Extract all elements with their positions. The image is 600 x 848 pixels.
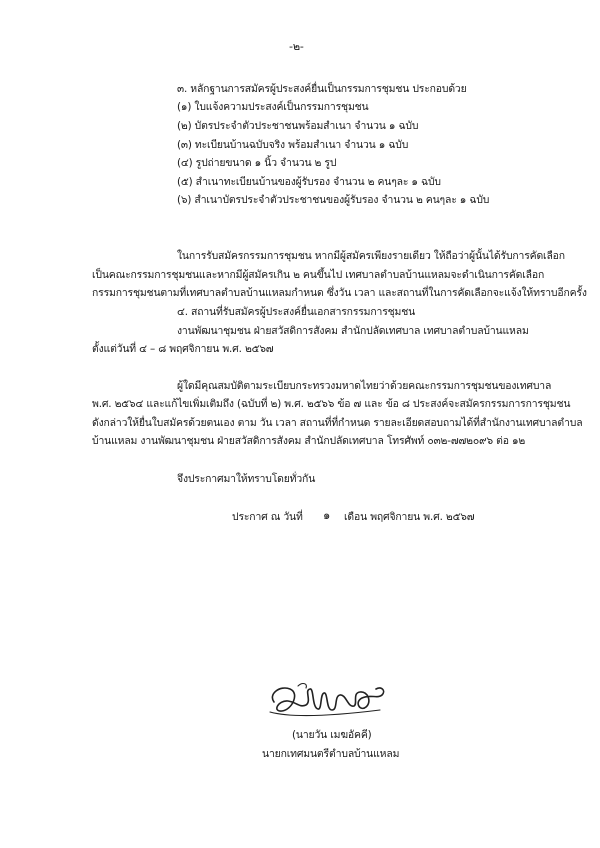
signature xyxy=(262,680,402,720)
section-3-item: (๖) สำเนาบัตรประจำตัวประชาชนของผู้รับรอง จำนวน ๒ คนๆละ ๑ ฉบับ xyxy=(177,194,490,206)
section-4-line: ตั้งแต่วันที่ ๔ – ๘ พฤศจิกายน พ.ศ. ๒๕๖๗ xyxy=(92,343,274,355)
paragraph-line: พ.ศ. ๒๕๖๔ และแก้ไขเพิ่มเติมถึง (ฉบับที่ ๒) พ.ศ. ๒๕๖๖ ข้อ ๗ และ ข้อ ๘ ประสงค์จะสมัครกรรมการการชุมชน xyxy=(92,398,571,410)
signer-name: (นายวัน เมฆอัคคี) xyxy=(292,729,372,741)
date-prefix: ประกาศ ณ วันที่ xyxy=(232,511,303,523)
paragraph-line: ผู้ใดมีคุณสมบัติตามระเบียบกระทรวงมหาดไทยว่าด้วยคณะกรรมการชุมชนของเทศบาล xyxy=(177,380,552,392)
page-number: -๒- xyxy=(289,40,304,53)
section-3-item: (๒) บัตรประจำตัวประชาชนพร้อมสำเนา จำนวน ๑ ฉบับ xyxy=(177,120,419,132)
signer-title: นายกเทศมนตรีตำบลบ้านแหลม xyxy=(262,748,400,760)
paragraph-line: ดังกล่าวให้ยื่นใบสมัครด้วยตนเอง ตาม วัน เวลา สถานที่ที่กำหนด รายละเอียดสอบถามได้ที่สำนักงานเทศบาลตำบล xyxy=(92,417,583,429)
closing-statement: จึงประกาศมาให้ทราบโดยทั่วกัน xyxy=(177,473,316,485)
section-3-item: (๕) สำเนาทะเบียนบ้านของผู้รับรอง จำนวน ๒ คนๆละ ๑ ฉบับ xyxy=(177,176,441,188)
section-4-line: งานพัฒนาชุมชน ฝ่ายสวัสดิการสังคม สำนักปลัดเทศบาล เทศบาลตำบลบ้านแหลม xyxy=(177,325,529,337)
section-3-item: (๔) รูปถ่ายขนาด ๑ นิ้ว จำนวน ๒ รูป xyxy=(177,157,337,169)
section-3-heading: ๓. หลักฐานการสมัครผู้ประสงค์ยื่นเป็นกรรมการชุมชน ประกอบด้วย xyxy=(177,83,467,95)
section-4-heading: ๔. สถานที่รับสมัครผู้ประสงค์ยื่นเอกสารกรรมการชุมชน xyxy=(177,306,416,318)
section-3-item: (๑) ใบแจ้งความประสงค์เป็นกรรมการชุมชน xyxy=(177,101,369,113)
paragraph-line: บ้านแหลม งานพัฒนาชุมชน ฝ่ายสวัสดิการสังคม สำนักปลัดเทศบาล โทรศัพท์ ๐๓๒-๗๗๒๐๙๖ ต่อ ๑๒ xyxy=(92,435,526,447)
paragraph-line: เป็นคณะกรรมการชุมชนและหากมีผู้สมัครเกิน ๒ คนขึ้นไป เทศบาลตำบลบ้านแหลมจะดำเนินการคัดเลือก xyxy=(92,269,545,281)
date-month-year: เดือน พฤศจิกายน พ.ศ. ๒๕๖๗ xyxy=(344,511,475,523)
section-3-item: (๓) ทะเบียนบ้านฉบับจริง พร้อมสำเนา จำนวน ๑ ฉบับ xyxy=(177,139,409,151)
paragraph-line: ในการรับสมัครกรรมการชุมชน หากมีผู้สมัครเพียงรายเดียว ให้ถือว่าผู้นั้นได้รับการคัดเลือก xyxy=(177,250,565,262)
date-day: ๑ xyxy=(323,508,331,522)
paragraph-line: กรรมการชุมชนตามที่เทศบาลตำบลบ้านแหลมกำหนด ซึ่งวัน เวลา และสถานที่ในการคัดเลือกจะแจ้งให้ทราบอีกครั้ง xyxy=(92,287,587,299)
